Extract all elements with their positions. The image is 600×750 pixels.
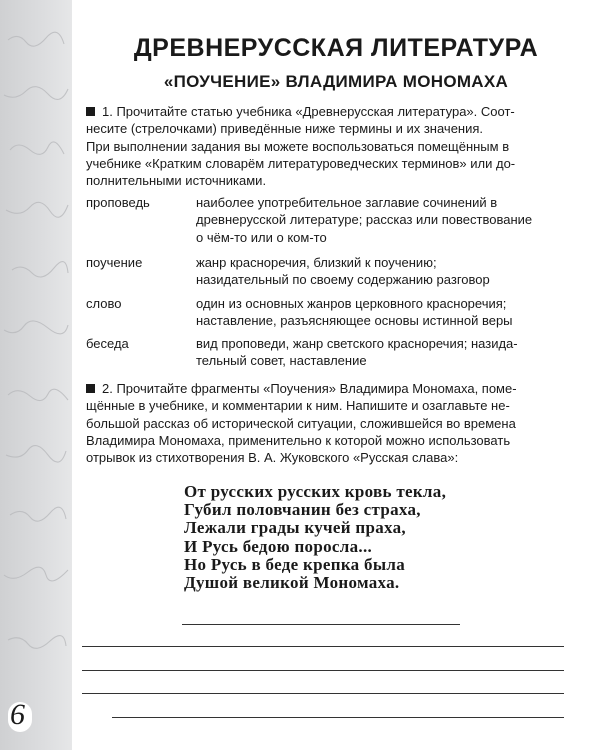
task-2-line: щённые в учебнике, и комментарии к ним. Напишите и озаглавьте не- [86,398,510,414]
page-subtitle: «ПОУЧЕНИЕ» ВЛАДИМИРА МОНОМАХА [163,72,509,91]
title-answer-line[interactable] [182,624,460,625]
task-2-instructions [86,380,532,466]
poem-line: Лежали грады кучей праха, [184,518,406,538]
definition-line: наставление, разъясняющее основы истинной веры [196,313,513,329]
term-label: проповедь [86,195,150,210]
answer-line[interactable] [112,717,564,718]
definition-line: наиболее употребительное заглавие сочинений в [196,195,498,210]
term-label: поучение [86,255,143,270]
task-2-line: отрывок из стихотворения В. А. Жуковского «Русская слава»: [86,450,459,466]
poem-line: От русских русских кровь текла, [184,482,447,501]
poem-line: Губил половчанин без страха, [184,500,421,520]
poem-line: Душой великой Мономаха. [184,573,400,593]
task-2-line: Владимира Мономаха, применительно к которой можно использовать [86,432,511,448]
task-1-instructions [86,103,532,189]
task-bullet-icon [86,384,95,393]
answer-line[interactable] [82,646,564,647]
definition-line: жанр красноречия, близкий к поучению; [196,255,437,270]
answer-line[interactable] [82,670,564,671]
task-1-line: 1. Прочитайте статью учебника «Древнерусская литература». Соот- [102,104,515,119]
task-1-line: полнительными источниками. [86,173,267,189]
task-2-line: большой рассказ об исторической ситуации, сложившейся во времена [86,415,516,431]
task-bullet-icon [86,107,95,116]
term-label: слово [86,296,122,311]
task-1-line: несите (стрелочками) приведённые ниже термины и их значения. [86,121,484,137]
task-1-line: учебнике «Кратким словарём литературоведческих терминов» или до- [86,155,516,171]
task-2-line: 2. Прочитайте фрагменты «Поучения» Владимира Мономаха, поме- [102,381,517,396]
page-number: 6 [10,698,25,731]
decorative-margin-strip [0,0,72,750]
definition-line: назидательный по своему содержанию разговор [196,272,490,288]
definition-line: вид проповеди, жанр светского красноречия; назида- [196,336,518,351]
handwriting-texture [0,0,72,750]
definition-line: один из основных жанров церковного красноречия; [196,296,507,311]
definition-line: древнерусской литературе; рассказ или повествование [196,212,533,228]
task-1-line: При выполнении задания вы можете воспользоваться помещённым в [86,138,510,154]
page-title: ДРЕВНЕРУССКАЯ ЛИТЕРАТУРА [133,34,539,62]
term-definition [196,295,556,330]
definition-line: тельный совет, наставление [196,353,367,369]
poem-excerpt [184,483,446,592]
definition-line: о чём-то или о ком-то [196,229,327,245]
term-definition [196,335,556,370]
poem-line: Но Русь в беде крепка была [184,554,406,574]
term-label: беседа [86,336,129,351]
poem-line: И Русь бедою поросла... [184,536,373,556]
answer-line[interactable] [82,693,564,694]
workbook-page [72,0,600,750]
term-definition [196,254,556,289]
term-definition [196,194,556,246]
